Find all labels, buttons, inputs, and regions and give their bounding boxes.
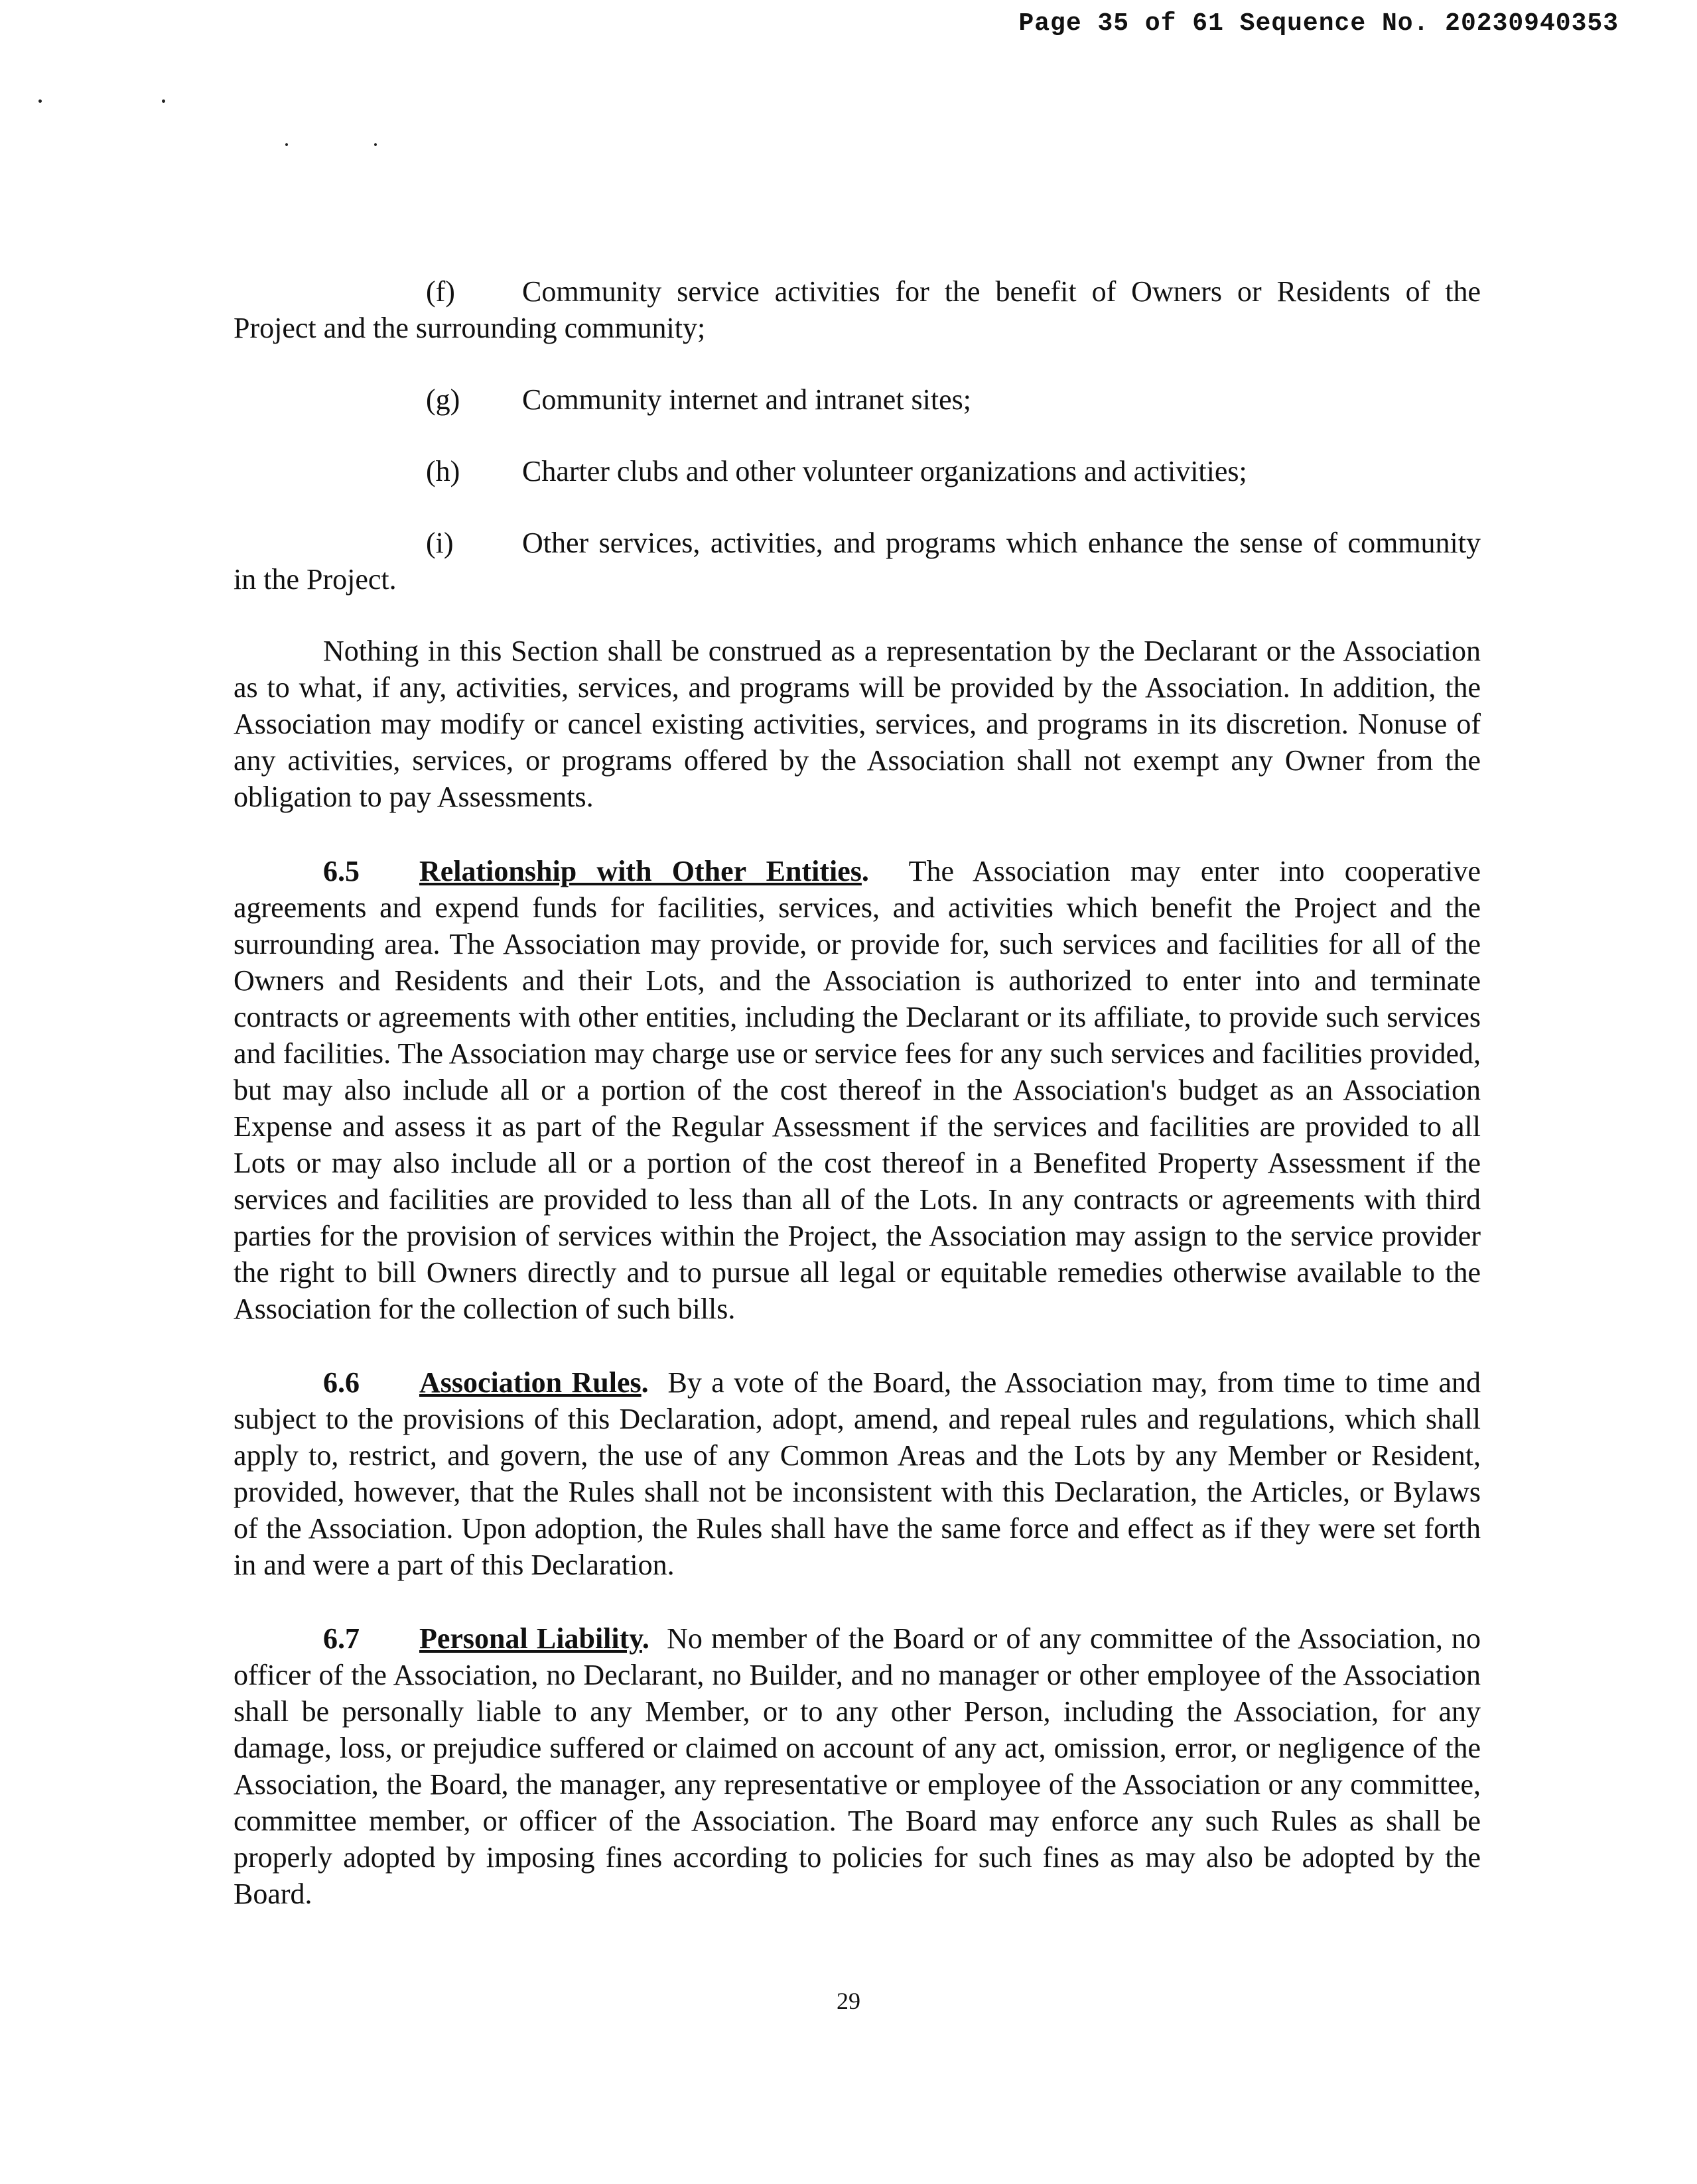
list-item-h — [234, 453, 1481, 489]
scan-speck — [38, 99, 42, 103]
section-title: Relationship with Other Entities — [419, 855, 862, 887]
section-title: Association Rules — [419, 1366, 642, 1399]
scan-speck — [374, 143, 377, 146]
list-item-text: Community service activities for the benefit of Owners or Residents of the Project and the surrounding community; — [234, 275, 1481, 344]
page-number: 29 — [837, 1988, 860, 2014]
section-number: 6.6 — [323, 1366, 360, 1399]
document-body — [234, 273, 1481, 1912]
list-marker: (g) — [426, 383, 460, 416]
section-body: By a vote of the Board, the Association may, from time to time and subject to the provisions of this Declaration, adopt, amend, and repeal rules and regulations, which shall apply to, restrict, and govern, the use of any Common Areas and the Lots by any Member or Resident, provided, however, that the Rules shall not be inconsistent with this Declaration, the Articles, or Bylaws of the Association. Upon adoption, the Rules shall have the same force and effect as if they were set forth in and were a part of this Declaration. — [234, 1366, 1481, 1581]
sequence-header: Page 35 of 61 Sequence No. 20230940353 — [1018, 9, 1619, 38]
list-item-text: Other services, activities, and programs which enhance the sense of community in the Project. — [234, 527, 1481, 596]
list-item-text: Community internet and intranet sites; — [522, 383, 971, 416]
list-item-f — [234, 273, 1481, 346]
list-marker: (f) — [426, 275, 455, 308]
section-number: 6.5 — [323, 855, 360, 887]
section-6-6: 6.6 Association Rules. By a vote of the Board, the Association may, from time to time and subject to the provisions of this Declaration, adopt, amend, and repeal rules and regulations, which shall apply to, restrict, and govern, the use of any Common Areas and the Lots by any Member or Resident, provided, however, that the Rules shall not be inconsistent with this Declaration, the Articles, or Bylaws of the Association. Upon adoption, the Rules shall have the same force and effect as if they were set forth in and were a part of this Declaration. — [234, 1364, 1481, 1583]
section-title: Personal Liability — [419, 1622, 642, 1655]
list-item-text: Charter clubs and other volunteer organizations and activities; — [522, 455, 1247, 487]
list-item-g — [234, 381, 1481, 418]
scan-speck — [162, 99, 165, 103]
list-marker: (i) — [426, 527, 454, 559]
section-body: The Association may enter into cooperative agreements and expend funds for facilities, services, and activities which benefit the Project and the surrounding area. The Association may provide, or provide for, such services and facilities for all of the Owners and Residents and their Lots, and the Association is authorized to enter into and terminate contracts or agreements with other entities, including the Declarant or its affiliate, to provide such services and facilities. The Association may charge use or service fees for any such services and facilities provided, but may also include all or a portion of the cost thereof in the Association's budget as an Association Expense and assess it as part of the Regular Assessment if the services and facilities are provided to all Lots or may also include all or a portion of the cost thereof in a Benefited Property Assessment if the services and facilities are provided to less than all of the Lots. In any contracts or agreements with third parties for the provision of services within the Project, the Association may assign to the service provider the right to bill Owners directly and to pursue all legal or equitable remedies otherwise available to the Association for the collection of such bills. — [234, 855, 1481, 1325]
nothing-paragraph: Nothing in this Section shall be construed as a representation by the Declarant or the Association as to what, if any, activities, services, and programs will be provided by the Association. In addition, the Association may modify or cancel existing activities, services, and programs in its discretion. Nonuse of any activities, services, or programs offered by the Association shall not exempt any Owner from the obligation to pay Assessments. — [234, 635, 1481, 813]
section-6-7: 6.7 Personal Liability. No member of the Board or of any committee of the Association, no officer of the Association, no Declarant, no Builder, and no manager or other employee of the Association shall be personally liable to any Member, or to any other Person, including the Association, for any damage, loss, or prejudice suffered or claimed on account of any act, omission, error, or negligence of the Association, the Board, the manager, any representative or employee of the Association or any committee, committee member, or officer of the Association. The Board may enforce any such Rules as shall be properly adopted by imposing fines according to policies for such fines as may also be adopted by the Board. — [234, 1620, 1481, 1912]
section-body: No member of the Board or of any committee of the Association, no officer of the Association, no Declarant, no Builder, and no manager or other employee of the Association shall be personally liable to any Member, or to any other Person, including the Association, for any damage, loss, or prejudice suffered or claimed on account of any act, omission, error, or negligence of the Association, the Board, the manager, any representative or employee of the Association or any committee, committee member, or officer of the Association. The Board may enforce any such Rules as shall be properly adopted by imposing fines according to policies for such fines as may also be adopted by the Board. — [234, 1622, 1481, 1910]
section-number: 6.7 — [323, 1622, 360, 1655]
scan-speck — [285, 143, 288, 146]
section-6-5: 6.5 Relationship with Other Entities. The Association may enter into cooperative agreements and expend funds for facilities, services, and activities which benefit the Project and the surrounding area. The Association may provide, or provide for, such services and facilities for all of the Owners and Residents and their Lots, and the Association is authorized to enter into and terminate contracts or agreements with other entities, including the Declarant or its affiliate, to provide such services and facilities. The Association may charge use or service fees for any such services and facilities provided, but may also include all or a portion of the cost thereof in the Association's budget as an Association Expense and assess it as part of the Regular Assessment if the services and facilities are provided to all Lots or may also include all or a portion of the cost thereof in a Benefited Property Assessment if the services and facilities are provided to less than all of the Lots. In any contracts or agreements with third parties for the provision of services within the Project, the Association may assign to the service provider the right to bill Owners directly and to pursue all legal or equitable remedies otherwise available to the Association for the collection of such bills. — [234, 853, 1481, 1327]
list-marker: (h) — [426, 455, 460, 487]
list-item-i — [234, 525, 1481, 598]
